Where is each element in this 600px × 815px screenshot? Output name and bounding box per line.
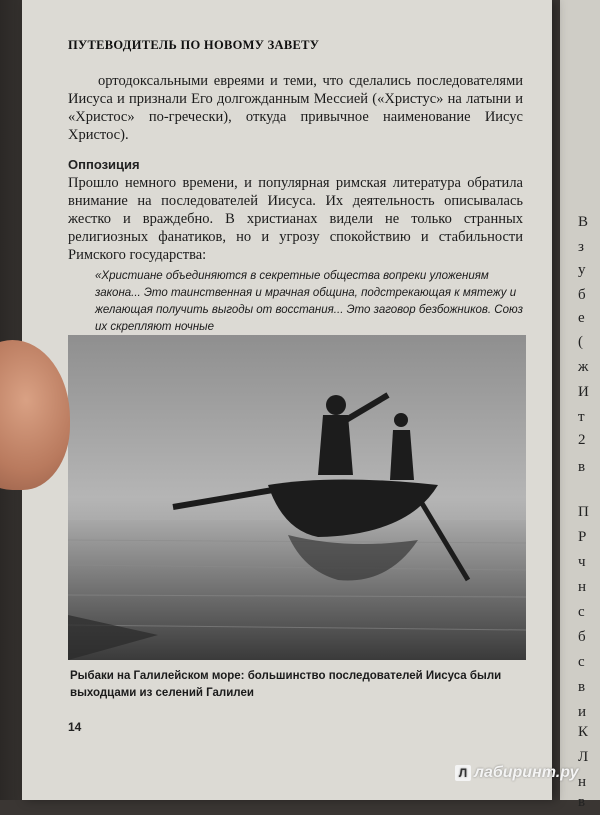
adjacent-page-letter: В — [578, 214, 589, 230]
paragraph-2: Прошло немного времени, и популярная римская литература обратила внимание на последователей Иисуса. Их деятельность описывалась жестко и враждебно. В христианах видели не только странных религиозных фанатиков, но и угрозу спокойствию и стабильности Римского государства: — [68, 175, 523, 263]
adjacent-page-letter: е — [578, 310, 585, 326]
adjacent-page — [560, 0, 600, 810]
photo-caption: Рыбаки на Галилейском море: большинство последователей Иисуса были выходцами из селений Галилеи — [70, 670, 502, 699]
adjacent-page-letter: в — [578, 459, 586, 475]
section-heading: Оппозиция — [68, 157, 140, 172]
fishermen-photo — [68, 335, 526, 660]
adjacent-page-letter: и — [578, 704, 587, 720]
adjacent-page-letter: ч — [578, 554, 586, 570]
running-header: ПУТЕВОДИТЕЛЬ ПО НОВОМУ ЗАВЕТУ — [68, 38, 320, 52]
adjacent-page-letter: н — [578, 579, 587, 595]
adjacent-page-letter: н — [578, 774, 587, 790]
adjacent-page-letter: К — [578, 724, 589, 740]
adjacent-page-letter: с — [578, 604, 585, 620]
adjacent-page-letter: Л — [578, 749, 589, 765]
photo-illustration — [68, 335, 526, 660]
watermark — [455, 764, 578, 782]
adjacent-page-letter: ж — [578, 359, 589, 375]
quote-block: «Христиане объединяются в секретные общества вопреки уложениям закона... Это таинственная и мрачная община, подстрекающая к мятежу и желающая получить выгоды от восстания... Это заговор безбожников. Союз их скрепляют ночные — [95, 270, 523, 333]
adjacent-page-letter: в — [578, 679, 586, 695]
paragraph-1: ортодоксальными евреями и теми, что сделались последователями Иисуса и признали Его долгожданным Мессией («Христус» на латыни и «Христос» по-гречески), откуда привычное наименование Иисус Христос). — [68, 73, 523, 143]
book-page — [22, 0, 552, 800]
adjacent-page-letter: с — [578, 654, 585, 670]
adjacent-page-letter: ( — [578, 334, 583, 350]
watermark-text: лабиринт.ру — [474, 764, 579, 781]
adjacent-page-letter: у — [578, 262, 586, 278]
adjacent-page-letter: в — [578, 794, 586, 810]
adjacent-page-letter: з — [578, 239, 584, 255]
adjacent-page-letter: б — [578, 629, 586, 645]
adjacent-page-letter: Р — [578, 529, 587, 545]
adjacent-page-letter: П — [578, 504, 589, 520]
adjacent-page-letter: т — [578, 409, 585, 425]
adjacent-page-letter: И — [578, 384, 589, 400]
page-number: 14 — [68, 720, 82, 734]
adjacent-page-letter: 2 — [578, 432, 586, 448]
adjacent-page-letter: б — [578, 287, 586, 303]
labirint-logo-icon: Л — [455, 765, 471, 781]
